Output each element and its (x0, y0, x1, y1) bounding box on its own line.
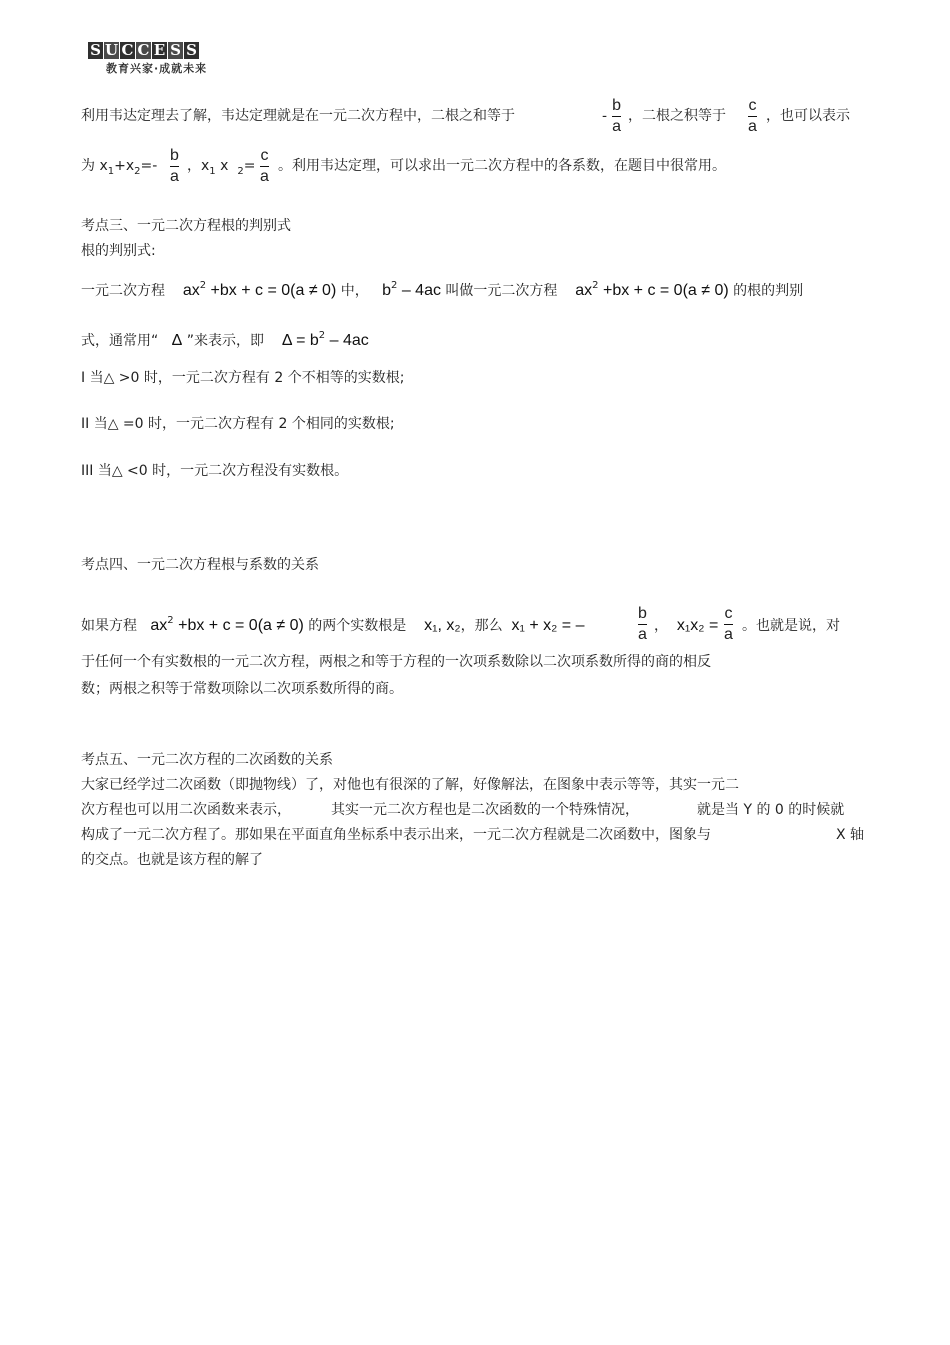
sec3-text: 叫做一元二次方程 (445, 283, 558, 299)
sec3-text: 的根的判别 (733, 283, 804, 299)
sec3-text: 一元二次方程 (81, 283, 165, 299)
logo-letter: C (121, 41, 134, 59)
denominator: a (170, 168, 179, 185)
logo-letter: S (88, 42, 103, 59)
p1-line2-end: 。利用韦达定理，可以求出一元二次方程中的各系数，在题目中很常用。 (278, 158, 726, 174)
fraction-c-over-a (260, 147, 269, 186)
numerator: b (638, 605, 647, 622)
sec5-line3-a: 构成了一元二次方程了。那如果在平面直角坐标系中表示出来，一元二次方程就是二次函数中，图象与 (81, 827, 711, 843)
fraction-bar (260, 166, 269, 167)
sec4-line2: 于任何一个有实数根的一元二次方程，两根之和等于方程的一次项系数除以二次项系数所得的商的相反 (81, 654, 711, 670)
math-b: b (382, 282, 391, 299)
fraction-bar (612, 116, 621, 117)
p1-text: = (243, 158, 256, 174)
sec3-title: 考点三、一元二次方程根的判别式 (81, 218, 291, 234)
exponent: 2 (199, 280, 207, 291)
case-negative: III 当△ <0 时，一元二次方程没有实数根。 (81, 463, 349, 479)
sec3-text: 中， (340, 283, 369, 299)
subscript: 1 (107, 166, 115, 177)
sec3-text: 式，通常用“ (81, 333, 159, 349)
fraction-b-over-a (612, 97, 621, 136)
logo-letter: E (153, 41, 166, 59)
sec4-line1-end: 。也就是说，对 (742, 618, 840, 634)
sec4-line3: 数；两根之积等于常数项除以二次项系数所得的商。 (81, 681, 403, 697)
p1-line1-text: 利用韦达定理去了解，韦达定理就是在一元二次方程中，二根之和等于 (81, 108, 515, 124)
p1-line1-end: ，也可以表示 (766, 108, 850, 124)
p1-text: =- (140, 158, 158, 174)
denominator: a (260, 168, 269, 185)
math-roots: x₁, x₂ (424, 617, 461, 634)
sec4-line1-b (654, 617, 718, 635)
sec5-line2-c: 就是当 Y 的 0 的时候就 (697, 802, 845, 818)
fraction-bar (724, 624, 733, 625)
p1-line2-formula (81, 157, 157, 177)
product-fraction (748, 97, 757, 136)
sec4-prod-fraction (724, 605, 733, 644)
math-4ac: – 4ac (401, 282, 441, 299)
minus-sign: - (602, 108, 608, 125)
denominator: a (638, 626, 647, 643)
p1-text: ，x (187, 158, 210, 174)
fraction-b-over-a (638, 605, 647, 644)
math-equation: +bx + c = 0(a ≠ 0) (210, 282, 337, 299)
p1-text: 为 x (81, 158, 108, 174)
logo-letters (88, 42, 230, 59)
math-ax: ax (182, 282, 200, 299)
denominator: a (748, 118, 757, 135)
math-sum: x₁ + x₂ = – (511, 617, 585, 634)
fraction-c-over-a (748, 97, 757, 136)
fraction-bar (170, 166, 179, 167)
denominator: a (724, 626, 733, 643)
logo-letter: S (184, 42, 199, 59)
case-positive: I 当△ >0 时，一元二次方程有 2 个不相等的实数根; (81, 370, 405, 386)
fraction-c-over-a (724, 605, 733, 644)
product-fraction-2 (260, 147, 269, 186)
sec4-text: ， (654, 618, 668, 634)
numerator: b (612, 97, 622, 114)
exponent: 2 (167, 615, 174, 626)
numerator: c (748, 97, 757, 114)
sec5-line3-b: X 轴 (836, 827, 865, 843)
logo-slogan: 教育兴家·成就未来 (106, 62, 208, 75)
p1-line2-prod (187, 157, 255, 177)
logo-letter: C (137, 41, 150, 59)
math-delta-eq: Δ = b (281, 332, 319, 349)
sec5-line1: 大家已经学过二次函数（即抛物线）了，对他也有很深的了解，好像解法，在图象中表示等等，其实一元二 (81, 777, 739, 793)
denominator: a (612, 118, 622, 135)
exponent: 2 (318, 330, 326, 341)
math-equation: +bx + c = 0(a ≠ 0) (602, 282, 729, 299)
sec3-line1 (81, 282, 803, 302)
sec5-title: 考点五、一元二次方程的二次函数的关系 (81, 752, 333, 768)
sec4-line1-a (81, 617, 584, 637)
math-equation: +bx + c = 0(a ≠ 0) (178, 617, 304, 634)
math-4ac: – 4ac (329, 332, 369, 349)
math-ax: ax (575, 282, 593, 299)
sec3-line2 (81, 332, 369, 352)
p1-text: +x (114, 158, 135, 174)
sec3-text: ”来表示，即 (186, 333, 265, 349)
exponent: 2 (592, 280, 599, 291)
sec4-text: 的两个实数根是 (308, 618, 407, 634)
success-logo (88, 42, 230, 75)
numerator: c (724, 605, 733, 622)
logo-letter: U (104, 41, 119, 59)
sec5-line2-b: 其实一元二次方程也是二次函数的一个特殊情况， (331, 802, 639, 818)
fraction-bar (748, 116, 757, 117)
sec3-subtitle: 根的判别式: (81, 243, 156, 259)
sum-fraction (602, 97, 621, 136)
sum-fraction-2 (170, 147, 179, 186)
subscript: 2 (237, 166, 244, 177)
delta-symbol: Δ (171, 332, 183, 349)
sec5-line2-a: 次方程也可以用二次函数来表示， (81, 802, 291, 818)
sec4-text: ，那么 (460, 618, 503, 634)
sec4-title: 考点四、一元二次方程根与系数的关系 (81, 557, 319, 573)
sec4-sum-fraction (638, 605, 647, 644)
numerator: c (260, 147, 269, 164)
fraction-b-over-a (170, 147, 179, 186)
p1-line1-mid: ，二根之积等于 (628, 108, 726, 124)
p1-text: x (220, 158, 229, 174)
case-zero: II 当△ =0 时，一元二次方程有 2 个相同的实数根; (81, 416, 395, 432)
fraction-bar (638, 624, 647, 625)
math-product: x₁x₂ = (676, 617, 719, 634)
subscript: 2 (134, 166, 141, 177)
logo-letter: S (168, 42, 183, 59)
subscript: 1 (209, 166, 216, 177)
sec5-line4: 的交点。也就是该方程的解了 (81, 852, 263, 868)
math-ax: ax (150, 617, 168, 634)
sec4-text: 如果方程 (81, 618, 137, 634)
numerator: b (170, 147, 179, 164)
exponent: 2 (391, 280, 398, 291)
